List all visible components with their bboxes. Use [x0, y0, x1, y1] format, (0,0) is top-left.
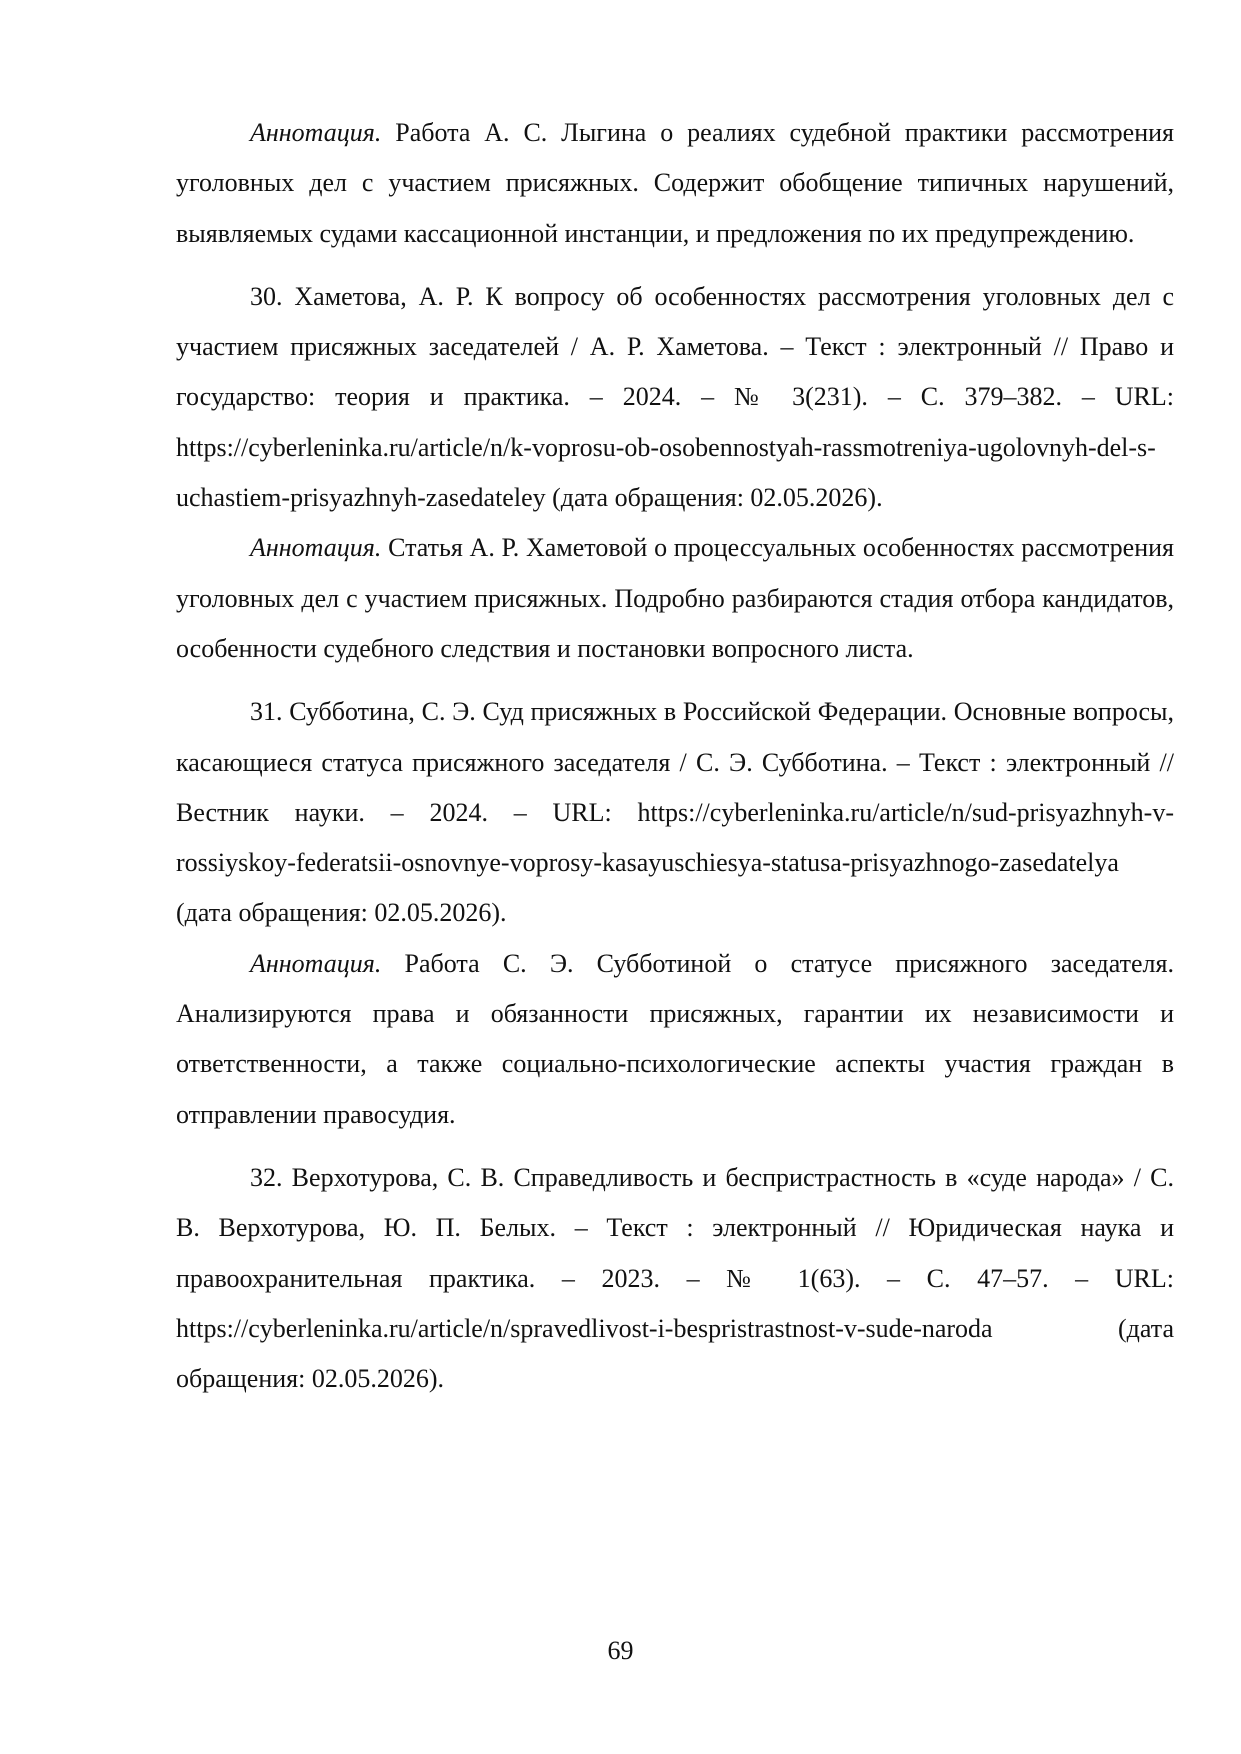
reference-entry-30: 30. Хаметова, А. Р. К вопросу об особенностях рассмотрения уголовных дел с участием присяжных заседателей / А. Р. Хаметова. – Текст : электронный // Право и государство: теория и практика. – 2024. – № 3(231). – С. 379–382. – URL: https://cyberleninka.ru/article/n/k-voprosu-ob-osobennostyah-rassmotreniya-ugolovnyh-del-s-uchastiem-prisyazhnyh-zasedateley (дата обращения: 02.05.2026). [176, 281, 1174, 513]
annotation-label: Аннотация. [250, 948, 382, 978]
page-number: 69 [607, 1636, 634, 1665]
annotation-paragraph [176, 523, 1174, 674]
annotation-paragraph [176, 939, 1174, 1140]
page-body [176, 108, 1174, 1404]
annotation-text: Работа А. С. Лыгина о реалиях судебной практики рассмотрения уголовных дел с участием присяжных. Содержит обобщение типичных нарушений, выявляемых судами кассационной инстанции, и предложения по их предупреждению. [176, 118, 1174, 248]
annotation-label: Аннотация. [250, 118, 382, 147]
annotation-paragraph [176, 108, 1174, 259]
annotation-text: Статья А. Р. Хаметовой о процессуальных особенностях рассмотрения уголовных дел с участием присяжных. Подробно разбираются стадия отбора кандидатов, особенности судебного следствия и постановки вопросного листа. [176, 533, 1174, 663]
annotation-text: Работа С. Э. Субботиной о статусе присяжного заседателя. Анализируются права и обязанности присяжных, гарантии их независимости и ответственности, а также социально-психологические аспекты участия граждан в отправлении правосудия. [176, 948, 1174, 1129]
annotation-label: Аннотация. [250, 533, 382, 563]
reference-entry-31: 31. Субботина, С. Э. Суд присяжных в Российской Федерации. Основные вопросы, касающиеся статуса присяжного заседателя / С. Э. Субботина. – Текст : электронный // Вестник науки. – 2024. – URL: https://cyberleninka.ru/article/n/sud-prisyazhnyh-v-rossiyskoy-federatsii-osnovnye-voprosy-kasayuschiesya-statusa-prisyazhnogo-zasedatelya (дата обращения: 02.05.2026). [176, 697, 1174, 928]
reference-entry-32: 32. Верхотурова, С. В. Справедливость и беспристрастность в «суде народа» / С. В. Верхотурова, Ю. П. Белых. – Текст : электронный // Юридическая наука и правоохранительная практика. – 2023. – № 1(63). – С. 47–57. – URL: https://cyberleninka.ru/article/n/spravedlivost-i-bespristrastnost-v-sude-naroda (дата обращения: 02.05.2026). [176, 1162, 1174, 1394]
